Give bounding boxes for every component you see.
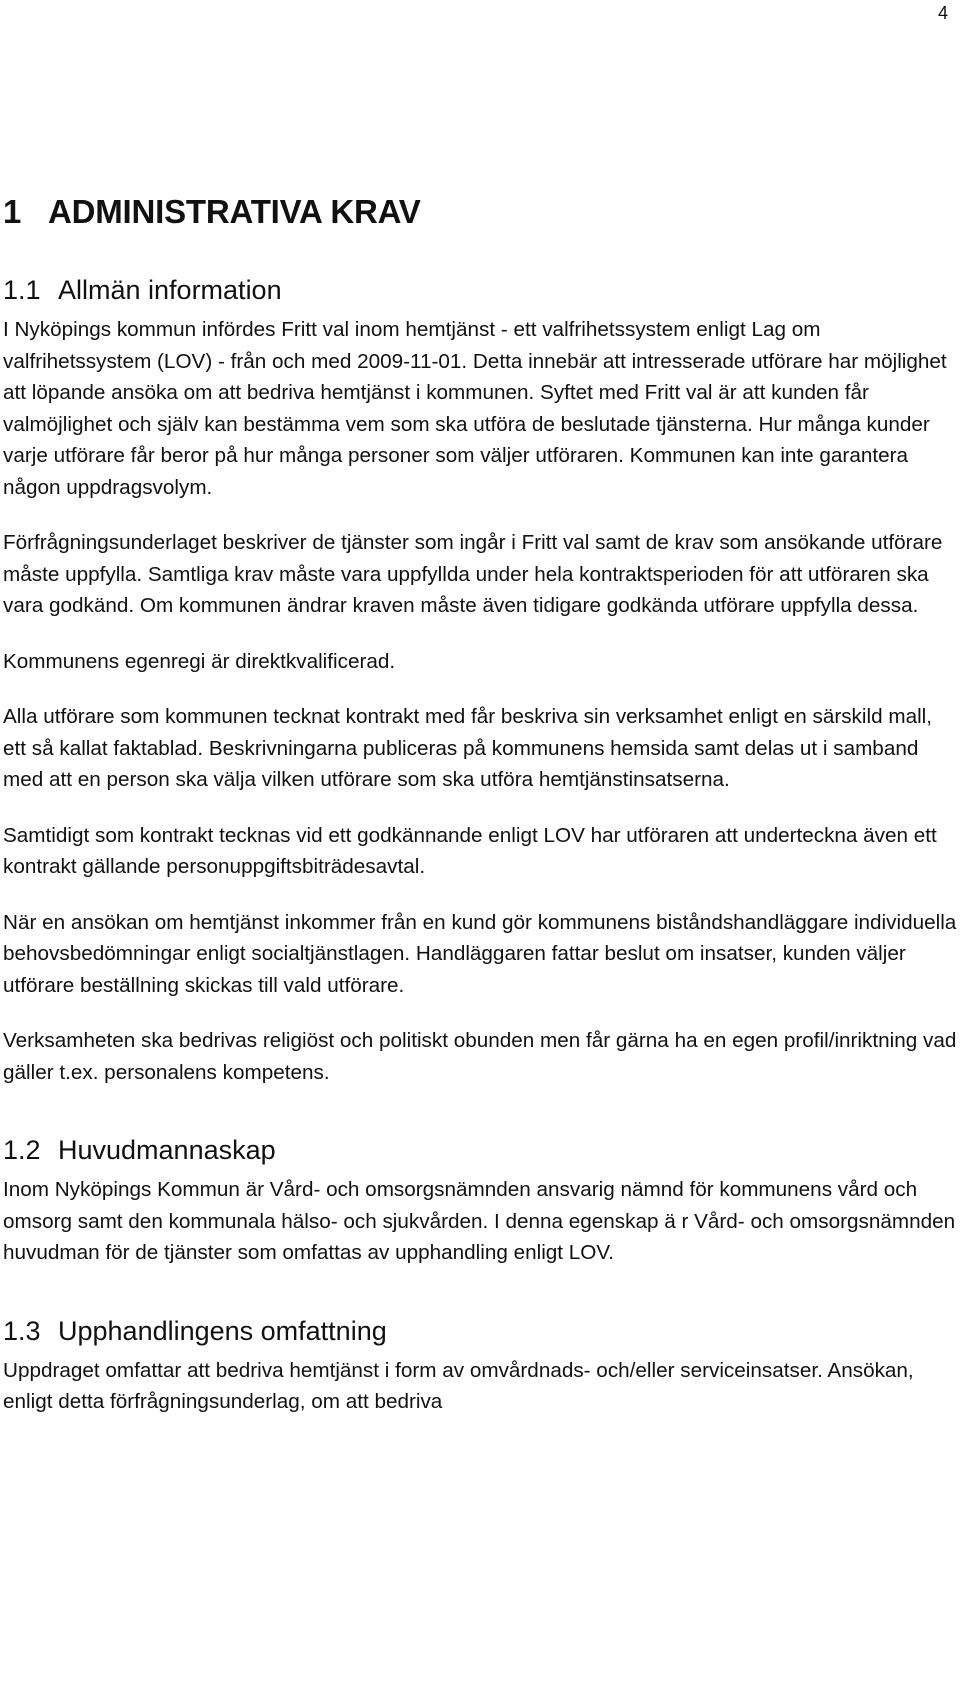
section-number: 1.2 [3,1135,41,1165]
section-heading [3,1128,958,1172]
document-body [3,188,958,1418]
paragraph: Samtidigt som kontrakt tecknas vid ett godkännande enligt LOV har utföraren att underteckna även ett kontrakt gällande personuppgiftsbiträdesavtal. [3,823,937,878]
section-upphandlingens-omfattning [3,1309,958,1418]
section-number: 1.3 [3,1315,41,1346]
section-title: Upphandlingens omfattning [58,1315,387,1346]
page-number: 4 [937,3,948,23]
section-huvudmannaskap [3,1128,958,1269]
section-allman-information [3,268,958,1088]
chapter-heading [3,188,958,236]
paragraph: Alla utförare som kommunen tecknat kontrakt med får beskriva sin verksamhet enligt en särskild mall, ett så kallat faktablad. Beskrivningarna publiceras på kommunens hemsida samt delas ut i samband med att en person ska välja vilken utförare som ska utföra hemtjänstinsatserna. [3,705,933,791]
section-heading [3,1309,958,1353]
paragraph: Verksamheten ska bedrivas religiöst och politiskt obunden men får gärna ha en egen profil/inriktning vad gäller t.ex. personalens kompetens. [3,1029,957,1084]
section-title: Allmän information [58,275,282,305]
chapter-number: 1 [3,193,22,230]
paragraph: I Nyköpings kommun infördes Fritt val inom hemtjänst - ett valfrihetssystem enligt Lag om valfrihetssystem (LOV) - från och med 2009-11-01. Detta innebär att intresserade utförare har möjlighet att löpande ansöka om att bedriva hemtjänst i kommunen. Syftet med Fritt val är att kunden får valmöjlighet och själv kan bestämma vem som ska utföra de beslutade tjänsterna. Hur många kunder varje utförare får beror på hur många personer som väljer utföraren. Kommunen kan inte garantera någon uppdragsvolym. [3,318,947,499]
section-number: 1.1 [3,275,41,305]
paragraph: Kommunens egenregi är direktkvalificerad. [3,649,396,673]
paragraph: Förfrågningsunderlaget beskriver de tjänster som ingår i Fritt val samt de krav som ansökande utförare måste uppfylla. Samtliga krav måste vara uppfyllda under hela kontraktsperioden för att utföraren ska vara godkänd. Om kommunen ändrar kraven måste även tidigare godkända utförare uppfylla dessa. [3,531,943,617]
paragraph: Inom Nyköpings Kommun är Vård- och omsorgsnämnden ansvarig nämnd för kommunens vård och omsorg samt den kommunala hälso- och sjukvården. I denna egenskap ä r Vård- och omsorgsnämnden huvudman för de tjänster som omfattas av upphandling enligt LOV. [3,1178,956,1264]
paragraph: Uppdraget omfattar att bedriva hemtjänst i form av omvårdnads- och/eller serviceinsatser. Ansökan, enligt detta förfrågningsunderlag, om att bedriva [3,1358,914,1413]
chapter-title: ADMINISTRATIVA KRAV [48,193,421,230]
section-heading [3,268,958,312]
section-title: Huvudmannaskap [58,1135,276,1165]
paragraph: När en ansökan om hemtjänst inkommer från en kund gör kommunens biståndshandläggare individuella behovsbedömningar enligt socialtjänstlagen. Handläggaren fattar beslut om insatser, kunden väljer utförare beställning skickas till vald utförare. [3,910,957,997]
